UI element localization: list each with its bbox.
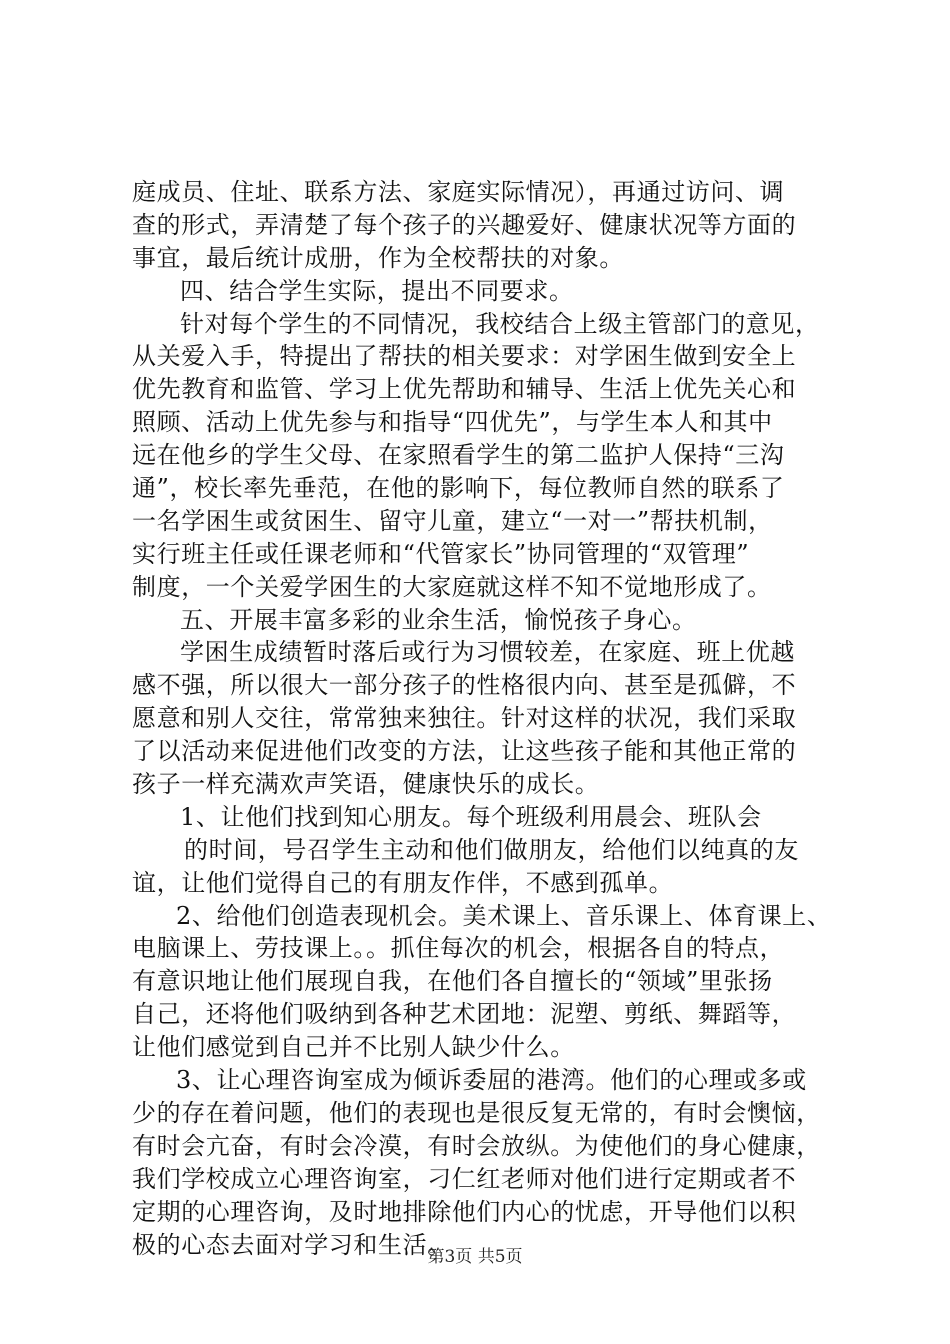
- body-line: 实行班主任或任课老师和“代管家长”协同管理的“双管理”: [132, 539, 750, 568]
- body-line: 极的心态去面对学习和生活。: [132, 1230, 452, 1259]
- body-line: 从关爱入手，特提出了帮扶的相关要求：对学困生做到安全上: [132, 342, 797, 371]
- body-line: 一名学困生或贫困生、留守儿童，建立“一对一”帮扶机制，: [132, 506, 773, 535]
- body-line: 庭成员、住址、联系方法、家庭实际情况），再通过访问、调: [132, 178, 785, 206]
- body-line: 定期的心理咨询，及时地排除他们内心的忧虑，开导他们以积: [132, 1197, 797, 1226]
- body-line: 少的存在着问题，他们的表现也是很反复无常的，有时会懊恼，: [132, 1098, 821, 1127]
- paragraph-start: 学困生成绩暂时落后或行为习惯较差，在家庭、班上优越: [180, 638, 795, 667]
- body-line: 制度，一个关爱学困生的大家庭就这样不知不觉地形成了。: [132, 572, 772, 601]
- page-number: 第3页 共5页: [427, 1247, 523, 1267]
- body-line: 感不强，所以很大一部分孩子的性格很内向、甚至是孤僻，不: [132, 671, 797, 700]
- body-line: 自己，还将他们吸纳到各种艺术团地：泥塑、剪纸、舞蹈等，: [132, 1000, 797, 1029]
- list-item-start: 1、让他们找到知心朋友。每个班级利用晨会、班队会: [180, 802, 762, 831]
- body-line: 优先教育和监管、学习上优先帮助和辅导、生活上优先关心和: [132, 375, 797, 404]
- body-line: 照顾、活动上优先参与和指导“四优先”，与学生本人和其中: [132, 408, 773, 437]
- body-line: 查的形式，弄清楚了每个孩子的兴趣爱好、健康状况等方面的: [132, 210, 797, 239]
- body-line: 通”，校长率先垂范，在他的影响下，每位教师自然的联系了: [132, 474, 785, 503]
- body-line: 我们学校成立心理咨询室，刁仁红老师对他们进行定期或者不: [132, 1164, 797, 1193]
- body-line: 愿意和别人交往，常常独来独往。针对这样的状况，我们采取: [132, 704, 797, 733]
- page-footer: [0, 1246, 950, 1268]
- body-line: 事宜，最后统计成册，作为全校帮扶的对象。: [132, 243, 624, 272]
- body-line: 了以活动来促进他们改变的方法，让这些孩子能和其他正常的: [132, 737, 797, 766]
- body-line: 电脑课上、劳技课上。。抓住每次的机会，根据各自的特点，: [132, 934, 785, 963]
- body-line: 谊，让他们觉得自己的有朋友作伴，不感到孤单。: [132, 868, 674, 897]
- body-line: 有意识地让他们展现自我，在他们各自擅长的“领域”里张扬: [132, 967, 773, 996]
- section-heading: 五、开展丰富多彩的业余生活，愉悦孩子身心。: [180, 605, 697, 634]
- paragraph-start: 针对每个学生的不同情况，我校结合上级主管部门的意见，: [180, 309, 820, 338]
- list-item-start: 3、让心理咨询室成为倾诉委屈的港湾。他们的心理或多或: [176, 1066, 807, 1095]
- body-line: 孩子一样充满欢声笑语，健康快乐的成长。: [132, 770, 600, 799]
- body-line: 的时间，号召学生主动和他们做朋友，给他们以纯真的友: [184, 835, 799, 864]
- body-line: 让他们感觉到自己并不比别人缺少什么。: [132, 1033, 575, 1062]
- section-heading: 四、结合学生实际，提出不同要求。: [180, 276, 574, 305]
- document-body: [132, 176, 832, 1261]
- body-line: 远在他乡的学生父母、在家照看学生的第二监护人保持“三沟: [132, 441, 785, 470]
- body-line: 有时会亢奋，有时会冷漠，有时会放纵。为使他们的身心健康，: [132, 1131, 821, 1160]
- list-item-start: 2、给他们创造表现机会。美术课上、音乐课上、体育课上、: [176, 901, 832, 930]
